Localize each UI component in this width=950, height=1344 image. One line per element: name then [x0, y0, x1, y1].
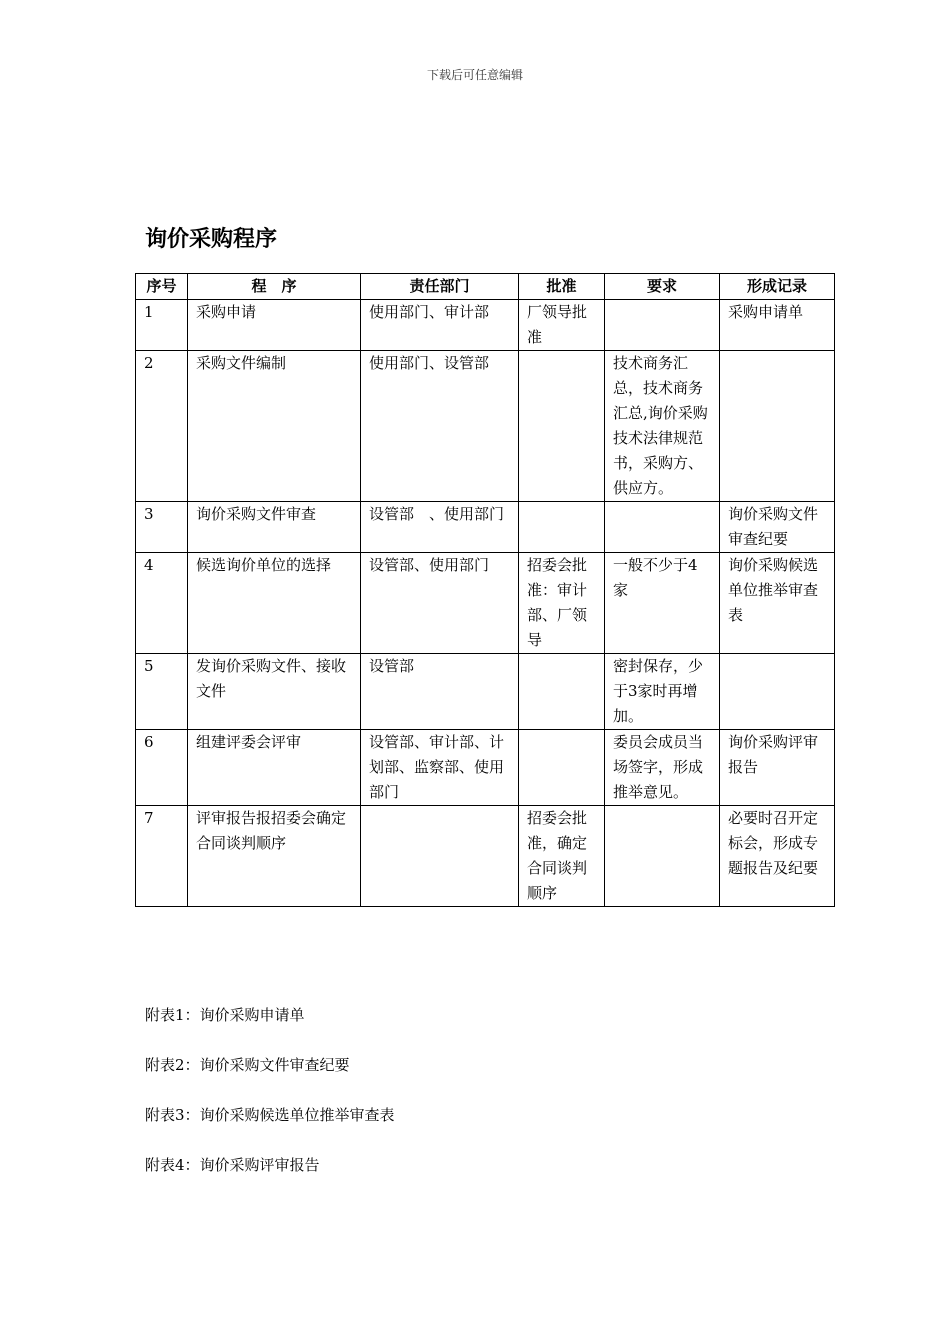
cell-record — [720, 654, 835, 730]
cell-approval: 招委会批准，确定合同谈判顺序 — [519, 806, 605, 907]
table-row — [136, 806, 835, 907]
cell-procedure: 询价采购文件审查 — [188, 502, 361, 553]
cell-department: 使用部门、审计部 — [361, 300, 519, 351]
cell-requirement: 一般不少于4家 — [605, 553, 720, 654]
cell-approval: 招委会批准：审计部、厂领导 — [519, 553, 605, 654]
cell-seq: 5 — [136, 654, 188, 730]
cell-approval — [519, 654, 605, 730]
header-requirement: 要求 — [605, 274, 720, 300]
table-row — [136, 553, 835, 654]
header-note: 下载后可任意编辑 — [426, 68, 523, 82]
document-title: 询价采购程序 — [145, 227, 278, 252]
cell-procedure: 候选询价单位的选择 — [188, 553, 361, 654]
cell-procedure: 采购申请 — [188, 300, 361, 351]
cell-department — [361, 806, 519, 907]
cell-requirement — [605, 300, 720, 351]
table-header-row — [136, 274, 835, 300]
cell-seq: 4 — [136, 553, 188, 654]
cell-seq: 2 — [136, 351, 188, 502]
cell-procedure: 评审报告报招委会确定合同谈判顺序 — [188, 806, 361, 907]
cell-department: 设管部、审计部、计划部、监察部、使用部门 — [361, 730, 519, 806]
cell-requirement: 密封保存，少于3家时再增加。 — [605, 654, 720, 730]
table-row — [136, 502, 835, 553]
cell-record: 询价采购候选单位推举审查表 — [720, 553, 835, 654]
cell-department: 设管部 、使用部门 — [361, 502, 519, 553]
cell-procedure: 组建评委会评审 — [188, 730, 361, 806]
cell-seq: 7 — [136, 806, 188, 907]
annex-item: 附表4：询价采购评审报告 — [145, 1156, 320, 1174]
cell-approval — [519, 351, 605, 502]
cell-record: 采购申请单 — [720, 300, 835, 351]
header-approval: 批准 — [519, 274, 605, 300]
cell-record: 询价采购评审报告 — [720, 730, 835, 806]
cell-record — [720, 351, 835, 502]
annex-item: 附表3：询价采购候选单位推举审查表 — [145, 1106, 395, 1124]
header-procedure: 程 序 — [188, 274, 361, 300]
cell-seq: 1 — [136, 300, 188, 351]
cell-record: 必要时召开定标会，形成专题报告及纪要 — [720, 806, 835, 907]
cell-approval — [519, 502, 605, 553]
cell-department: 设管部、使用部门 — [361, 553, 519, 654]
cell-approval — [519, 730, 605, 806]
annex-item: 附表1：询价采购申请单 — [145, 1006, 305, 1024]
table-row — [136, 351, 835, 502]
table-row — [136, 300, 835, 351]
header-department: 责任部门 — [361, 274, 519, 300]
table-row — [136, 730, 835, 806]
cell-requirement: 委员会成员当场签字，形成推举意见。 — [605, 730, 720, 806]
procedure-table — [135, 273, 835, 907]
header-seq: 序号 — [136, 274, 188, 300]
cell-requirement — [605, 806, 720, 907]
annex-item: 附表2：询价采购文件审查纪要 — [145, 1056, 350, 1074]
cell-seq: 3 — [136, 502, 188, 553]
header-record: 形成记录 — [720, 274, 835, 300]
cell-approval: 厂领导批准 — [519, 300, 605, 351]
cell-department: 设管部 — [361, 654, 519, 730]
cell-seq: 6 — [136, 730, 188, 806]
cell-requirement: 技术商务汇总，技术商务汇总,询价采购技术法律规范书，采购方、供应方。 — [605, 351, 720, 502]
cell-requirement — [605, 502, 720, 553]
cell-department: 使用部门、设管部 — [361, 351, 519, 502]
cell-procedure: 采购文件编制 — [188, 351, 361, 502]
cell-procedure: 发询价采购文件、接收文件 — [188, 654, 361, 730]
table-row — [136, 654, 835, 730]
cell-record: 询价采购文件审查纪要 — [720, 502, 835, 553]
